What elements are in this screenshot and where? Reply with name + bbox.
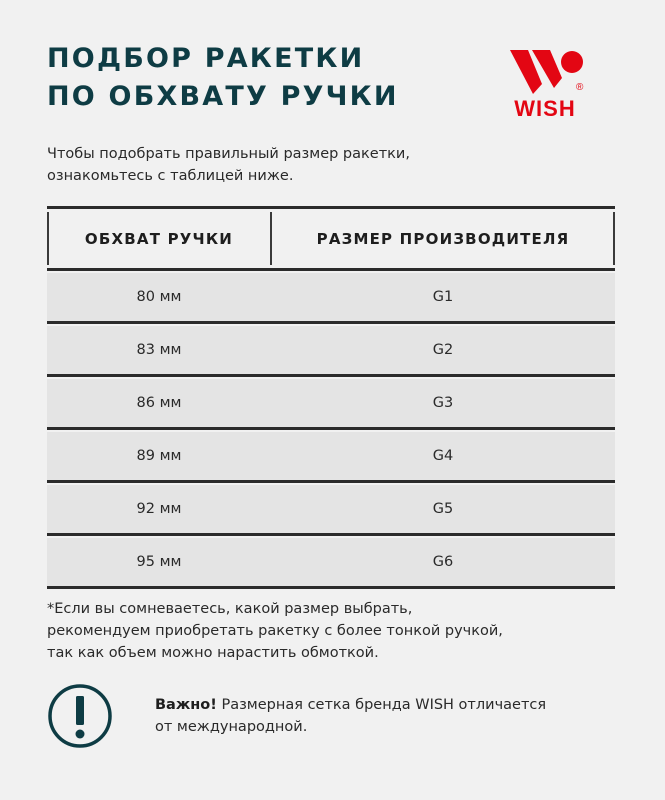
- notice-line-1-text: Размерная сетка бренда WISH отличается: [216, 697, 547, 713]
- table-row: [47, 432, 615, 480]
- size-cell: G5: [271, 485, 615, 533]
- table-rule: [47, 374, 615, 377]
- brand-name: WISH: [514, 96, 576, 121]
- size-cell: G2: [271, 326, 615, 374]
- table-row: [47, 379, 615, 427]
- footnote: [47, 598, 503, 664]
- page-title-line-1: ПОДБОР РАКЕТКИ: [47, 43, 365, 74]
- table-rule: [47, 480, 615, 483]
- exclamation-circle-icon: [48, 684, 112, 748]
- table-rule: [47, 586, 615, 589]
- size-cell: G6: [271, 538, 615, 586]
- footnote-line-2: рекомендуем приобретать ракетку с более тонкой ручкой,: [47, 623, 503, 639]
- intro-text: [47, 143, 410, 187]
- column-header-size: РАЗМЕР ПРОИЗВОДИТЕЛЯ: [316, 229, 570, 248]
- grip-cell: 92 мм: [47, 485, 271, 533]
- wish-logo: [502, 44, 588, 126]
- notice-line-2: от международной.: [155, 719, 308, 735]
- intro-line-2: ознакомьтесь с таблицей ниже.: [47, 168, 294, 184]
- page-title: [47, 40, 399, 116]
- page-title-line-2: ПО ОБХВАТУ РУЧКИ: [47, 81, 399, 112]
- size-cell: G3: [271, 379, 615, 427]
- important-notice: [48, 684, 546, 748]
- notice-text: [155, 694, 546, 738]
- grip-size-table: [47, 206, 615, 589]
- footnote-line-3: так как объем можно нарастить обмоткой.: [47, 645, 379, 661]
- footnote-line-1: *Если вы сомневаетесь, какой размер выбрать,: [47, 601, 413, 617]
- size-cell: G1: [271, 273, 615, 321]
- size-cell: G4: [271, 432, 615, 480]
- table-rule: [47, 321, 615, 324]
- column-header-grip: ОБХВАТ РУЧКИ: [84, 229, 234, 248]
- table-row: [47, 538, 615, 586]
- intro-line-1: Чтобы подобрать правильный размер ракетки,: [47, 146, 410, 162]
- notice-line-1: [155, 694, 546, 716]
- grip-cell: 86 мм: [47, 379, 271, 427]
- grip-cell: 95 мм: [47, 538, 271, 586]
- table-row: [47, 485, 615, 533]
- table-header-row: [47, 209, 615, 268]
- table-rule: [47, 533, 615, 536]
- grip-cell: 80 мм: [47, 273, 271, 321]
- registered-mark: ®: [576, 82, 584, 93]
- notice-bold-label: Важно!: [155, 697, 217, 713]
- grip-cell: 83 мм: [47, 326, 271, 374]
- table-rule: [47, 268, 615, 271]
- table-row: [47, 326, 615, 374]
- table-rule: [47, 427, 615, 430]
- grip-cell: 89 мм: [47, 432, 271, 480]
- table-row: [47, 273, 615, 321]
